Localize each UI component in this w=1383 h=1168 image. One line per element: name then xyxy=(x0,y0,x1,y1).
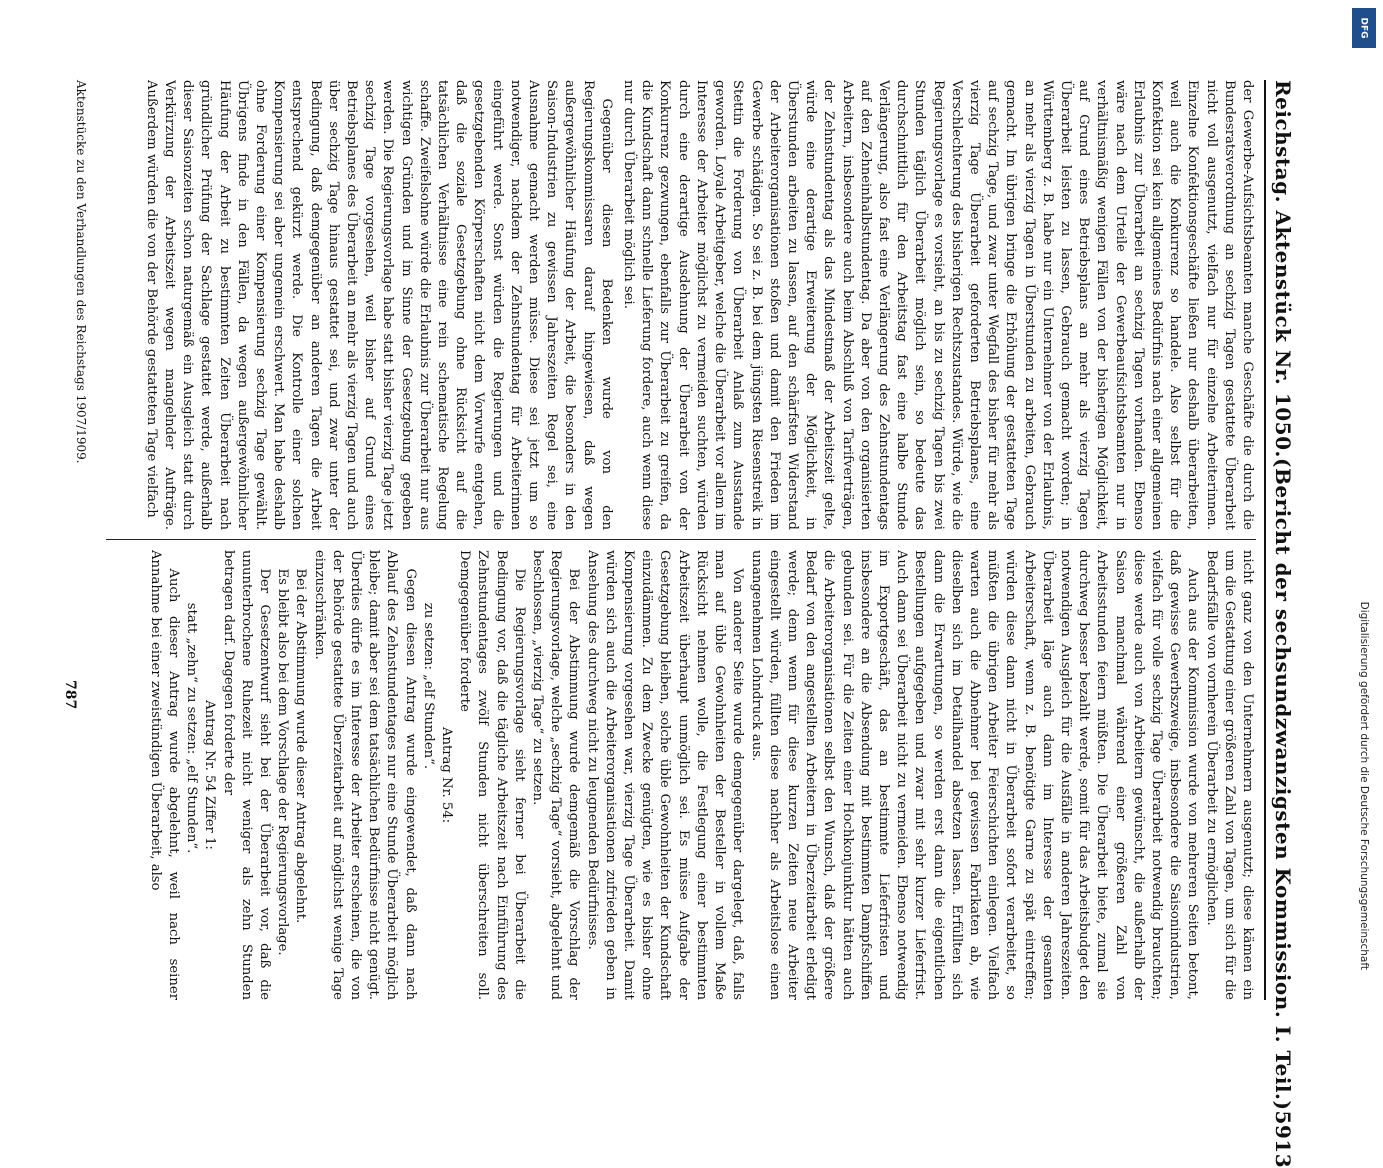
motion-heading-54: Antrag Nr. 54: xyxy=(439,726,455,824)
right-paragraph-4: Bei der Abstimmung wurde demgemäß die Vorschlag der Regierungsvorlage, welche „sechzig Tage“ vorsieht, abgelehnt und beschlossen, „vierzig Tage“ zu setzen. xyxy=(530,550,582,1000)
right-paragraph-11: Der Gesetzentwurf sieht bei der Überarbeit vor, daß die ununterbrochene Ruhezeit nicht weniger als zehn Stunden betragen darf. Dagegen forderte der xyxy=(220,550,273,1000)
page-header xyxy=(1264,80,1300,1168)
right-column xyxy=(106,550,1256,1000)
header-page-number: 5913 xyxy=(1271,1110,1295,1168)
digitization-note-text: Digitalisierung gefördert durch die Deutsche Forschungsgemeinschaft xyxy=(1358,601,1370,970)
header-title-center: (Bericht der sechsundzwanzigsten Kommission. I. Teil.) xyxy=(1271,457,1295,1111)
motion-text-54: zu setzen: „elf Stunden“. xyxy=(420,602,436,770)
right-paragraph-9: Bei der Abstimmung wurde dieser Antrag abgelehnt. xyxy=(293,568,309,924)
right-paragraph-14: Auch dieser Antrag wurde abgelehnt, weil nach seiner Annahme bei einer zweistündigen Überarbeit, also xyxy=(147,550,182,1000)
right-paragraph-1: nicht ganz von den Unternehmern ausgenutzt; diese kämen ein um die Gestattung einer größeren Zahl von Tagen, um sich für die Bedarfsfälle von vornherein Überarbeit zu ermöglichen. xyxy=(1203,550,1255,1000)
left-paragraph-2: Gegenüber diesen Bedenken wurde von den Regierungskommissaren darauf hingewiesen, daß wegen außergewöhnlicher Häufung der Arbeit, die besonders in den Saison-Industrien zu gewissen Jahreszeiten Regel sei, eine Ausnahme gemacht werden müsse. Diese sei jetzt um so notwendiger, nachdem der Zehnstundentag für Arbeiterinnen eingeführt werde. Sonst würden die Regierungen und die gesetzgebenden Körperschaften nicht dem Vorwurfe entgehen, daß die soziale Gesetzgebung ohne Rücksicht auf die tatsächlichen Verhältnisse eine rein schematische Regelung schaffe. Zweifelsohne würde die Erlaubnis zur Überarbeit nur aus wichtigen Gründen und im Sinne der Gesetzgebung gegeben werden. Die Regierungsvorlage habe statt bisher vierzig Tage jetzt sechzig Tage vorgesehen, weil bisher auf Grund eines Betriebsplanes des Überarbeit an mehr als vierzig Tagen und auch über sechzig Tage hinaus gestattet sei, und zwar unter der Bedingung, daß demgegenüber an anderen Tagen die Arbeit entsprechend gekürzt werde. Die Kontrolle einer solchen Kompensierung sei aber ungemein erschwert. Man habe deshalb ohne Forderung einer Kompensierung sechzig Tage gewählt. Übrigens finde in den Fällen, da wegen außergewöhnlicher Häufung der Arbeit zu bestimmten Zeiten Überarbeit nach gründlicher Prüfung der Sachlage gestattet werde, außerhalb dieser Saisonzeiten schon naturgemäß ein Ausgleich statt durch Verkürzung der Arbeitszeit wegen mangelnder Aufträge. Außerdem würden die von der Behörde gestatteten Tage vielfach xyxy=(143,80,614,530)
footer-page-number: 787 xyxy=(62,680,78,710)
footer-source: Aktenstücke zu den Verhandlungen des Reichstags 1907/1909. xyxy=(74,80,88,464)
column-divider xyxy=(96,530,1256,550)
rotated-document-page xyxy=(40,80,1300,1168)
left-column xyxy=(106,80,1256,530)
page-footer xyxy=(48,80,88,1000)
right-paragraph-3: Von anderer Seite wurde demgegenüber dargelegt, daß, falls man auf üble Gewohnheiten der Besteller in vollem Maße Rücksicht nehmen wolle, die Festlegung einer bestimmten Arbeitszeit überhaupt unmöglich sei. Es müsse Aufgabe der Gesetzgebung bleiben, solche üble Gewohnheiten der Kundschaft einzudämmen. Zu dem Zwecke genügten, wie es bisher ohne Kompensierung vorgesehen war, vierzig Tage Überarbeit. Damit würden sich auch die Arbeiterorganisationen zufrieden geben in Ansehung des durchweg nicht zu leugnenden Bedürfnisses. xyxy=(584,550,746,1000)
text-columns xyxy=(96,80,1256,1000)
right-paragraph-5: Die Regierungsvorlage sieht ferner bei Überarbeit die Bedingung vor, daß die tägliche Arbeitszeit nach Einführung des Zehnstundentages zwölf Stunden nicht überschreiten soll. Demgegenüber forderte xyxy=(457,550,527,1000)
header-title-left: Reichstag. Aktenstück Nr. 1050. xyxy=(1271,80,1295,458)
right-paragraph-10: Es bleibt also bei dem Vorschlage der Regierungsvorlage. xyxy=(275,568,291,956)
digitization-note xyxy=(1352,10,1372,990)
right-paragraph-2: Auch aus der Kommission wurde von mehreren Seiten betont, daß gewisse Gewerbszweige, insbesondere die Saisonindustrien, vielfach für volle sechzig Tage Überarbeit notwendig brauchten; diese werde auch von Arbeitern gewünscht, die außerhalb der Saison manchmal während einer größeren Zahl von Arbeitsstunden feiern müßten. Die Überarbeit biete, zumal sie durchweg besser bezahlt werde, somit für das Arbeitsbudget den notwendigen Ausgleich für die Ausfälle in anderen Jahreszeiten. Überarbeit läge auch dann im Interesse der gesamten Arbeiterschaft, wenn z. B. benötigte Garne zu spät eintreffen; würden diese dann nicht in Überarbeit sofort verarbeitet, so müßten die übrigen Arbeiter Feierschichten einlegen. Vielfach warten auch die Abnehmer bei gewissen Fabrikaten ab, wie dieselben sich im Detailhandel absetzen lassen. Erfüllten sich dann die Erwartungen, so werden erst dann die eigentlichen Bestellungen aufgegeben und zwar mit sehr kurzer Lieferfrist. Auch dann sei Überarbeit nicht zu vermeiden. Ebenso notwendig im Exportgeschäft, das an bestimmte Lieferfristen und insbesondere an die Absendung mit bestimmten Dampfschiffen gebunden sei. Für die Zeiten einer Hochkonjunktur hätten auch die Arbeiterorganisationen selbst den Wunsch, daß der größere Bedarf von den angestellten Arbeitern in Überzeitarbeit erledigt werde; denn wenn für diese kurzen Zeiten neue Arbeiter eingestellt würden, füllten diese nachher als Arbeitslose einen unangenehmen Lohndruck aus. xyxy=(748,550,1201,1000)
left-paragraph-1: der Gewerbe-Aufsichtsbeamten manche Geschäfte die durch die Bundesratsverordnung an sechzig Tagen gestattete Überarbeit nicht voll ausgenutzt, vielfach nur für einzelne Arbeiterinnen. Einzelne Konfektionsgeschäfte ließen nur deshalb überarbeiten, weil auch die Konkurrenz so handele. Also selbst für die Konfektion sei kein allgemeines Bedürfnis nach einer allgemeinen Erlaubnis zur Überarbeit an sechzig Tagen vorhanden. Ebenso wäre nach dem Urteile der Gewerbeaufsichtsbeamten nur in verhältnismäßig wenigen Fällen von der bisherigen Möglichkeit, auf Grund eines Betriebsplans an mehr als vierzig Tagen Überarbeit leisten zu lassen, Gebrauch gemacht worden; in Württemberg z. B. habe nur ein Unternehmer von der Erlaubnis, an mehr als vierzig Tagen in Überstunden zu arbeiten, Gebrauch gemacht. Im übrigen bringe die Erhöhung der gestatteten Tage auf sechzig Tage, und zwar unter Wegfall des bisher für mehr als vierzig Tage Überarbeit geforderten Betriebsplanes, eine Verschlechterung des bisherigen Rechtszustandes. Würde, wie die Regierungsvorlage es vorsieht, an bis zu sechzig Tagen bis zwei Stunden täglich Überarbeit möglich sein, so bedeute das durchschnittlich für den Arbeitstag fast eine halbe Stunde Verlängerung, also fast eine Verlängerung des Zehnstundentags auf den Zehneinhalbstundentag. Da aber von den organisierten Arbeitern, insbesondere auch beim Abschluß von Tarifverträgen, der Zehnstundentag als das Mindestmaß der Arbeitszeit gelte, würde eine derartige Erweiterung der Möglichkeit, in Überstunden arbeiten zu lassen, auf den schärfsten Widerstand der Arbeiterorganisationen stoßen und damit den Frieden im Gewerbe schädigen. So sei z. B. bei dem jüngsten Riesenstreik in Stettin die Forderung von Überarbeit Anlaß zum Ausstande geworden. Loyale Arbeitgeber, welche die Überarbeit vor allem im Interesse der Arbeiter möglichst zu vermeiden suchten, würden durch eine derartige Ausdehnung der Überarbeit von der Konkurrenz gezwungen, ebenfalls zur Überarbeit zu greifen, da die Kundschaft dann schnelle Lieferung fordere, auch wenn diese nur durch Überarbeit möglich sei. xyxy=(621,80,1255,530)
motion-heading-54-1: Antrag Nr. 54 Ziffer 1: xyxy=(202,700,218,850)
motion-text-54-1: statt „zehn“ zu setzen: „elf Stunden“. xyxy=(184,602,200,854)
dfg-logo-text: DFG xyxy=(1358,17,1369,39)
right-paragraph-8: Gegen diesen Antrag wurde eingewendet, daß dann nach Ablauf des Zehnstundentages nur eine Stunde Überarbeit möglich bleibe; damit aber sei dem tatsächlichen Bedürfnisse nicht genügt. Überdies dürfe es im Interesse der Arbeiter erscheinen, die von der Behörde gestattete Überzeitarbeit auf möglichst wenige Tage einzuschränken. xyxy=(311,550,418,1000)
